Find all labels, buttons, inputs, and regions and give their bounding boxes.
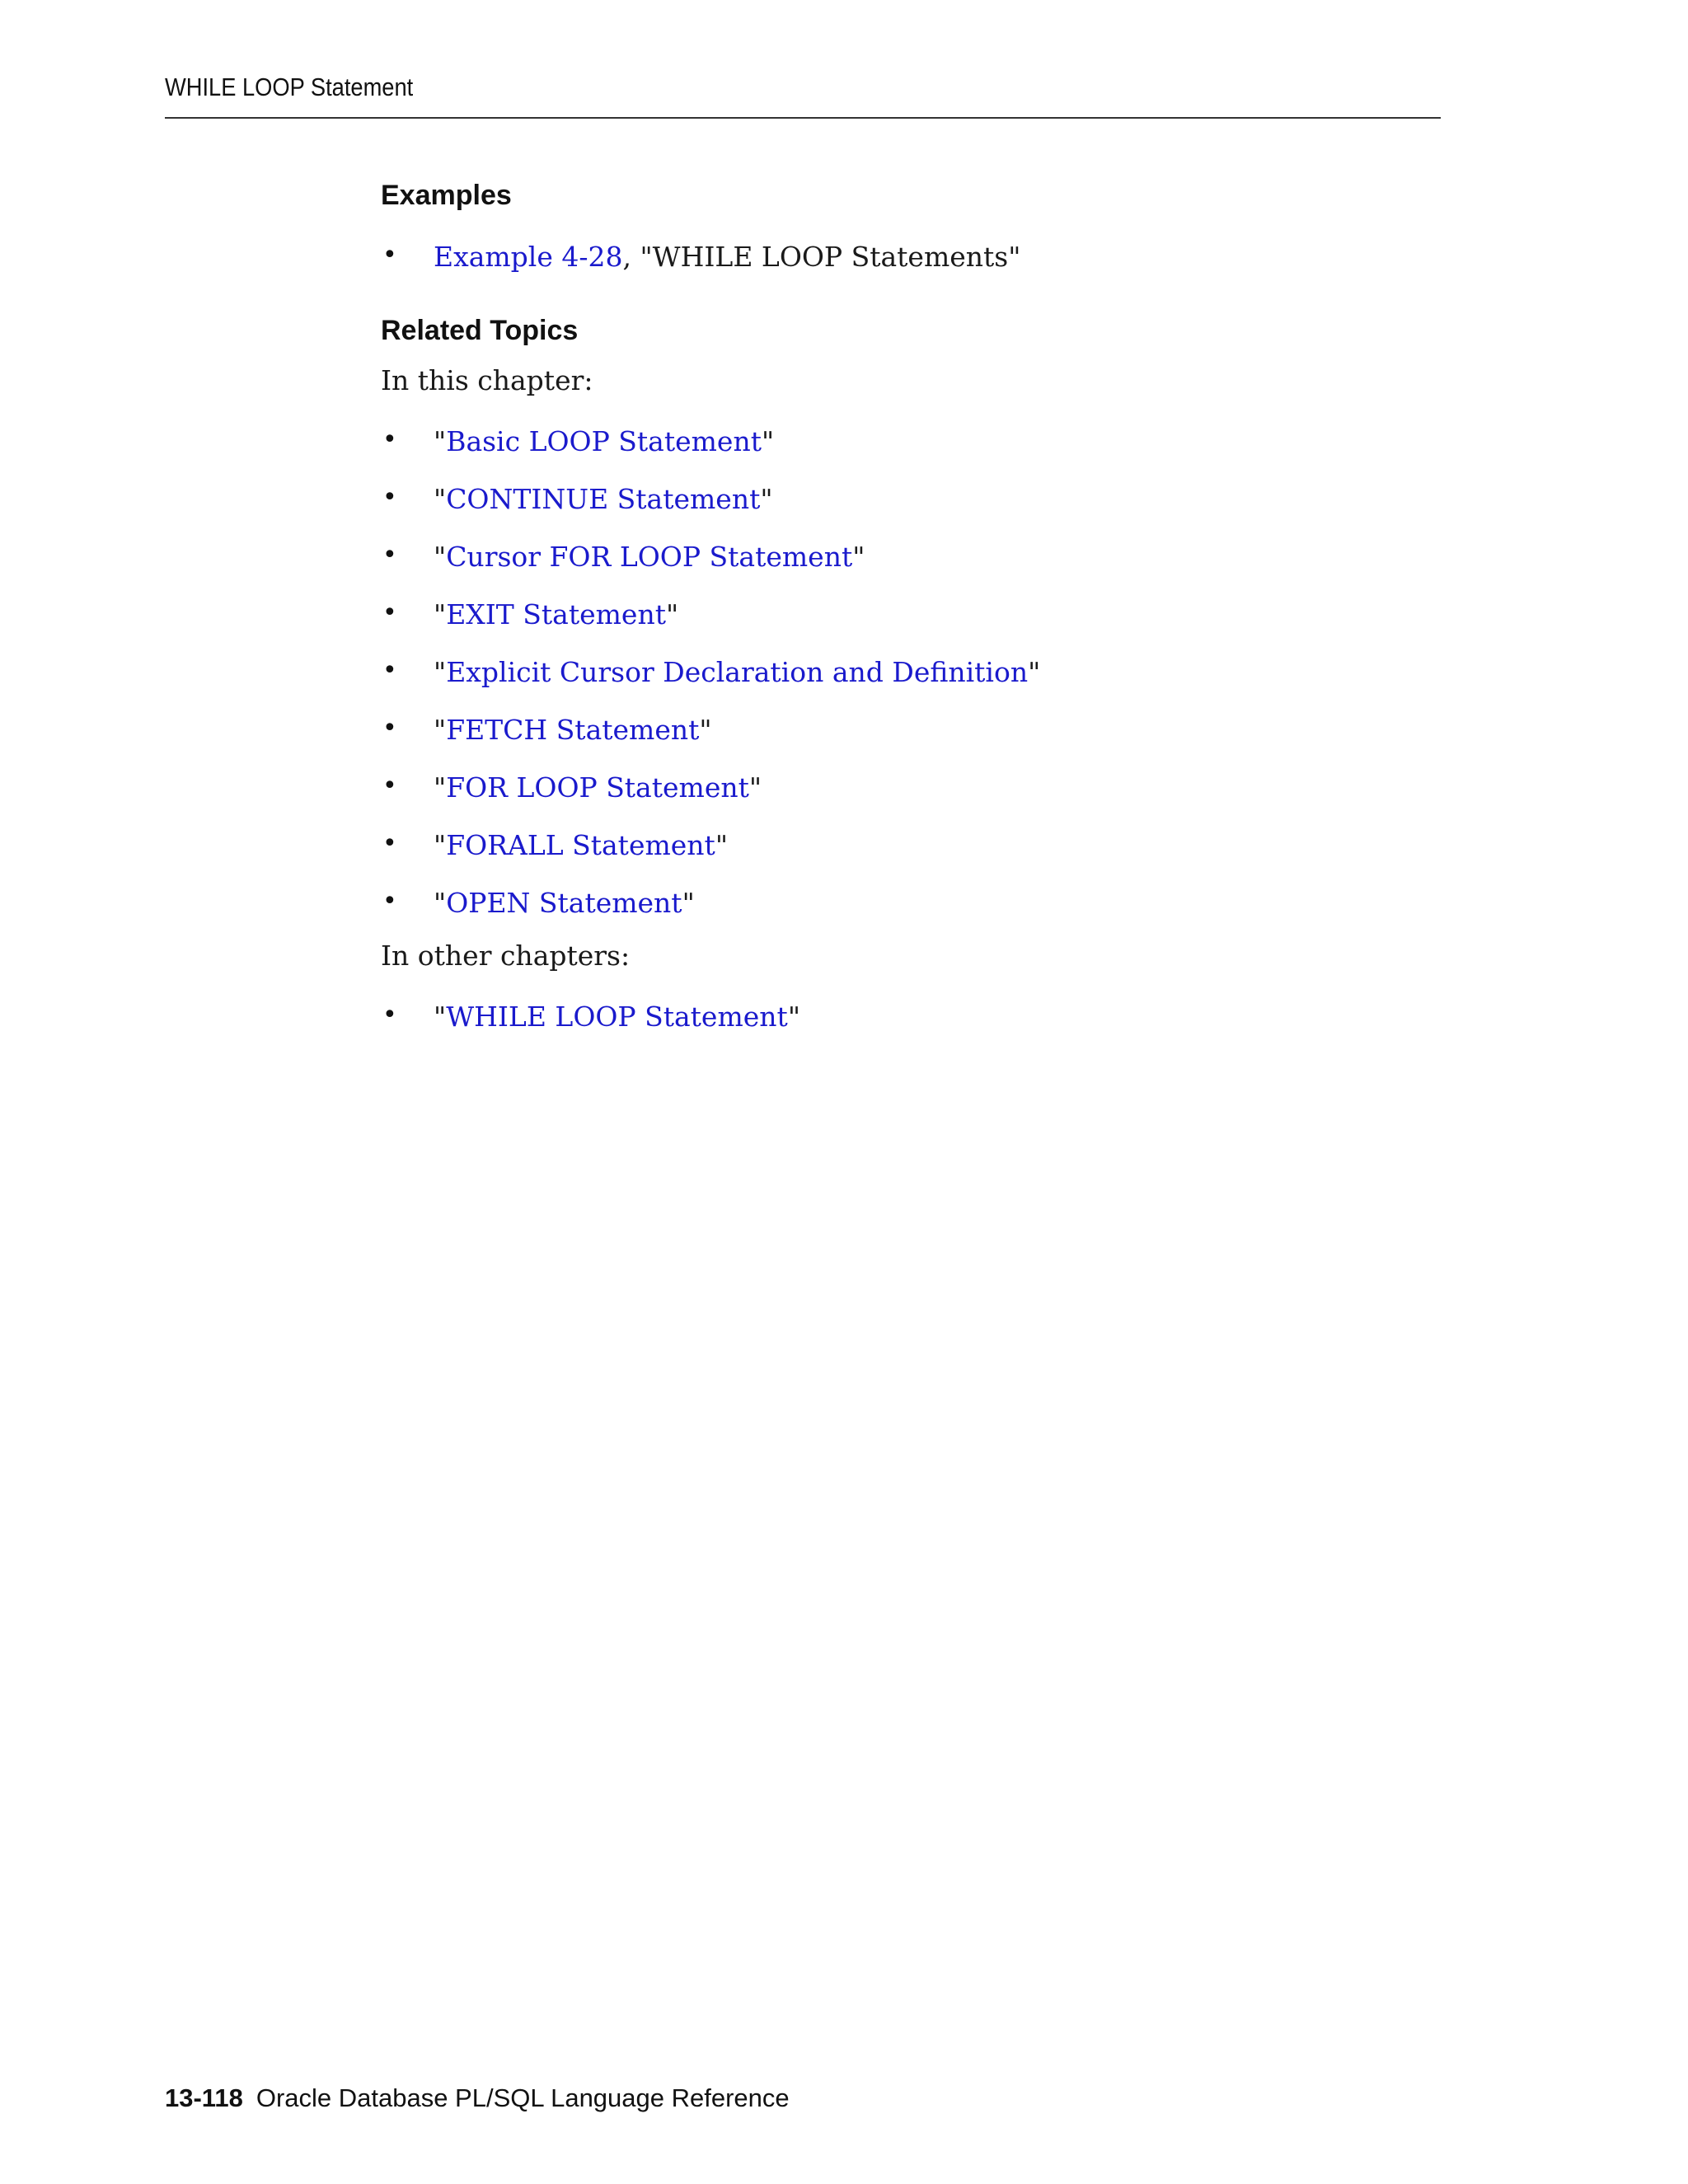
this-chapter-intro: In this chapter: <box>381 364 593 396</box>
page-number: 13-118 <box>165 2083 243 2112</box>
related-link-open[interactable]: OPEN Statement <box>446 887 682 919</box>
bullet-icon: • <box>382 483 397 512</box>
book-title: Oracle Database PL/SQL Language Reference <box>256 2083 790 2112</box>
bullet-icon: • <box>382 656 397 685</box>
bullet-icon: • <box>382 598 397 627</box>
related-item-text: "FORALL Statement" <box>434 829 728 861</box>
bullet-icon: • <box>382 829 397 858</box>
example-item-text <box>434 241 1020 273</box>
related-item-text: "CONTINUE Statement" <box>434 483 773 515</box>
running-header: WHILE LOOP Statement <box>165 73 414 101</box>
bullet-icon: • <box>382 425 397 454</box>
related-link-cursor-for-loop[interactable]: Cursor FOR LOOP Statement <box>446 541 853 573</box>
bullet-icon: • <box>382 541 397 569</box>
related-link-forall[interactable]: FORALL Statement <box>446 829 715 861</box>
related-item-text: "Cursor FOR LOOP Statement" <box>434 541 865 573</box>
related-link-exit[interactable]: EXIT Statement <box>446 598 666 630</box>
examples-heading: Examples <box>381 180 512 211</box>
related-link-explicit-cursor[interactable]: Explicit Cursor Declaration and Definition <box>446 656 1029 688</box>
related-link-basic-loop[interactable]: Basic LOOP Statement <box>446 425 762 457</box>
related-link-while-loop[interactable]: WHILE LOOP Statement <box>446 1001 788 1033</box>
example-link[interactable]: Example 4-28 <box>434 241 623 273</box>
page-footer <box>165 2083 790 2113</box>
related-item-text: "OPEN Statement" <box>434 887 695 919</box>
bullet-icon: • <box>382 714 397 743</box>
related-item-text: "WHILE LOOP Statement" <box>434 1001 800 1033</box>
related-item-text: "FETCH Statement" <box>434 714 712 746</box>
bullet-icon: • <box>382 241 397 269</box>
related-topics-heading: Related Topics <box>381 315 579 346</box>
bullet-icon: • <box>382 1001 397 1029</box>
other-chapters-intro: In other chapters: <box>381 940 631 972</box>
related-item-text: "Basic LOOP Statement" <box>434 425 775 457</box>
related-item-text: "FOR LOOP Statement" <box>434 771 762 804</box>
header-rule <box>165 117 1441 119</box>
related-link-continue[interactable]: CONTINUE Statement <box>446 483 761 515</box>
bullet-icon: • <box>382 771 397 800</box>
related-item-text: "Explicit Cursor Declaration and Definition" <box>434 656 1041 688</box>
related-link-fetch[interactable]: FETCH Statement <box>446 714 700 746</box>
bullet-icon: • <box>382 887 397 916</box>
related-link-for-loop[interactable]: FOR LOOP Statement <box>446 771 749 804</box>
example-link-suffix: , "WHILE LOOP Statements" <box>622 241 1021 273</box>
related-item-text: "EXIT Statement" <box>434 598 679 630</box>
